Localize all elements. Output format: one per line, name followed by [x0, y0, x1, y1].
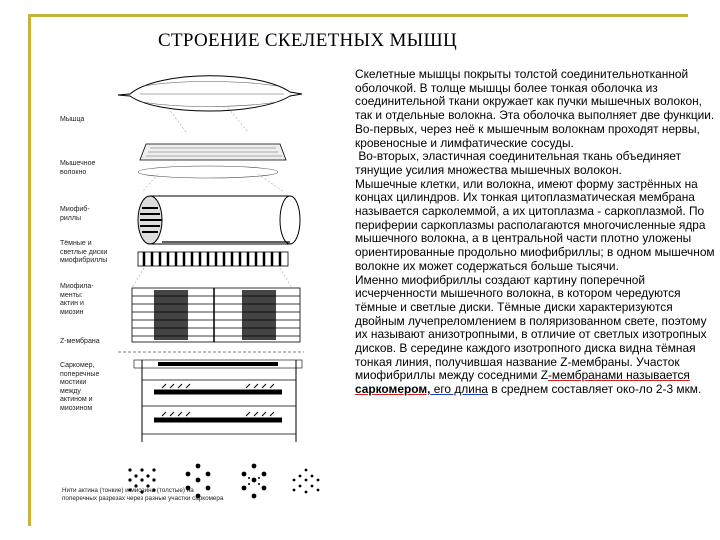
- figure-caption: Нити актина (тонкие) и миозина (толстые) на поперечных разрезах через разные участки саркомера: [62, 487, 224, 502]
- label-discs: Тёмные и светлые диски миофибриллы: [60, 240, 108, 264]
- paragraph-5-tail: его длина: [430, 382, 489, 397]
- slide-top-rule: [28, 14, 688, 17]
- striated-fibril-drawing: [132, 252, 292, 288]
- label-fiber: Мышечное волокно: [60, 160, 96, 176]
- paragraph-5-z: -мембранами называется: [547, 368, 690, 383]
- paragraph-1: Скелетные мышцы покрыты толстой соединительнотканной оболочкой. В толще мышцы более тонкая оболочка из соединительной ткани окружает как пучки мышечных волокон, так и отдельные волокна. Эта оболочка выполняет две функции.: [355, 67, 715, 123]
- paragraph-5: [355, 274, 717, 397]
- sarcomere-term: саркомером,: [355, 382, 431, 397]
- paragraph-5-main: Именно миофибриллы создают картину поперечной исчерченности мышечного волокна, в котором чередуются тёмные и светлые диски. Тёмные диски характеризуются двойным лучепреломлением в поляризованном свете, поэтому их называют анизотропными, в отличие от светлых изотропных дисков. В середине каждого изотропного диска видна тёмная тонкая линия, получившая название Z-мембраны. Участок миофибриллы между соседними Z: [355, 272, 707, 383]
- paragraph-5-end: в среднем составляет око-ло 2-3 мкм.: [488, 382, 702, 397]
- muscle-fiber-drawing: [138, 144, 286, 192]
- paragraph-2: Во-первых, через неё к мышечным волокнам проходят нервы, кровеносные и лимфатические сосуды.: [355, 121, 700, 150]
- slide-title: СТРОЕНИЕ СКЕЛЕТНЫХ МЫШЦ: [158, 30, 458, 51]
- slide-left-rule: [28, 14, 31, 526]
- myofilament-block-drawing: [132, 288, 300, 342]
- muscle-structure-figure: [58, 62, 348, 522]
- body-text: [355, 68, 717, 397]
- label-muscle: Мышца: [60, 116, 85, 123]
- muscle-diagram: [58, 62, 348, 522]
- myofibril-cylinder-drawing: [138, 196, 300, 244]
- label-myofibrils: Миофиб- риллы: [60, 206, 90, 222]
- paragraph-4: Мышечные клетки, или волокна, имеют форму застрённых на концах цилиндров. Их тонкая цитоплазматическая мембрана называется сарколеммой, а их цитоплазма - саркоплазмой. По периферии саркоплазмы располагаются многочисленные ядра мышечного волокна, а в центральной части плотно уложены ориентированные продольно миофибриллы; в одном мышечном волокне их может содержаться больше тысячи.: [355, 176, 715, 273]
- label-filaments: Миофила- менты: актин и миозин: [60, 283, 94, 316]
- label-zmembrane: Z-мембрана: [60, 338, 100, 345]
- paragraph-3: Во-вторых, эластичная соединительная ткань объединяет тянущие усилия множества мышечных волокон.: [355, 149, 685, 177]
- label-sarcomere: Саркомер, поперечные мостики между актином и миозином: [60, 362, 100, 412]
- sarcomere-drawing: [118, 352, 304, 442]
- muscle-drawing: [118, 76, 302, 132]
